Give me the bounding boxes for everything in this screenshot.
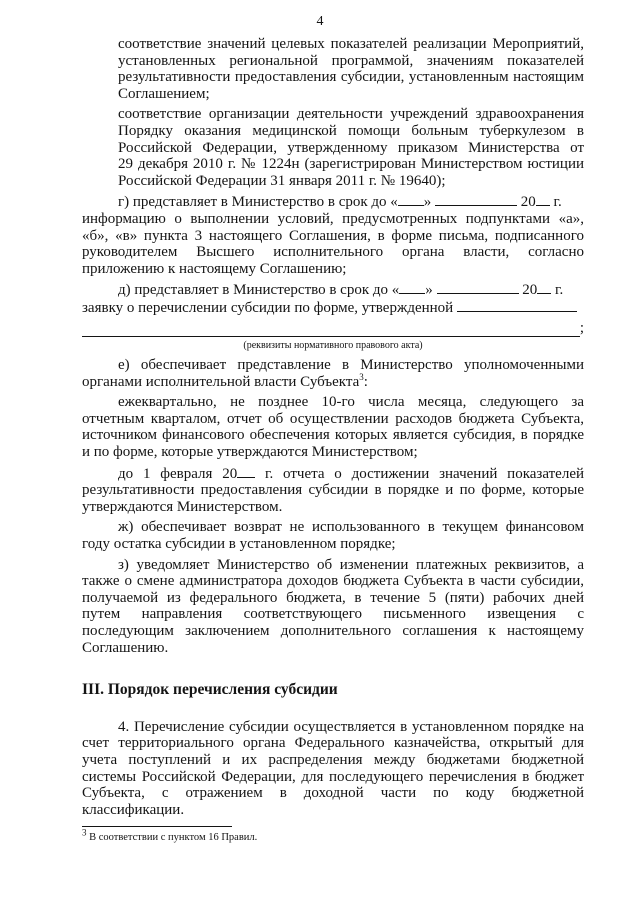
text-line: и по форме, которые утверждаются Министерством; bbox=[82, 444, 418, 461]
text-fragment: 20 bbox=[522, 282, 538, 299]
text-line: соответствие значений целевых показателей реализации Мероприятий, bbox=[118, 36, 584, 52]
text-line bbox=[82, 299, 584, 317]
paragraph-tuberculosis-order bbox=[82, 106, 584, 189]
text-line: отчетным кварталом, отчет об осуществлении расходов бюджета Субъекта, bbox=[82, 410, 584, 427]
text-fragment: : bbox=[363, 373, 368, 390]
blank-field bbox=[536, 193, 550, 206]
blank-field bbox=[537, 281, 551, 294]
text-fragment: г. отчета о достижении значений показателей bbox=[265, 465, 585, 482]
paragraph-targets bbox=[82, 36, 584, 102]
footnote-divider bbox=[82, 826, 232, 827]
text-line bbox=[82, 371, 584, 391]
blank-field bbox=[237, 465, 255, 478]
paragraph-zh bbox=[82, 519, 584, 552]
text-line: Соглашением; bbox=[118, 85, 210, 102]
text-fragment: г. bbox=[553, 194, 562, 211]
text-line: ежеквартально, не позднее 10-го числа месяца, следующего за bbox=[118, 394, 584, 411]
blank-field bbox=[437, 281, 519, 294]
paragraph-4 bbox=[82, 719, 584, 819]
text-line: получаемой из федерального бюджета, в течение 5 (пяти) рабочих дней bbox=[82, 589, 584, 606]
requisites-line bbox=[82, 319, 584, 337]
text-fragment: д) представляет в Министерство в срок до « bbox=[118, 282, 400, 299]
document-body bbox=[82, 36, 584, 822]
paragraph-d bbox=[82, 281, 584, 316]
text-line bbox=[82, 465, 584, 483]
text-line: путем направления соответствующего письменного извещения с bbox=[82, 606, 584, 623]
blank-field bbox=[435, 193, 517, 206]
text-line bbox=[82, 281, 584, 299]
text-line: е) обеспечивает представление в Министерство уполномоченными bbox=[118, 357, 584, 374]
text-fragment: » bbox=[423, 194, 432, 211]
text-fragment: г. bbox=[555, 282, 564, 299]
text-line: Российской Федерации 31 января 2011 г. № 19640); bbox=[118, 172, 446, 189]
text-line: системы Российской Федерации, для последующего перечисления в бюджет bbox=[82, 768, 584, 785]
page-number: 4 bbox=[316, 14, 324, 29]
blank-field bbox=[82, 322, 580, 337]
text-line bbox=[82, 193, 584, 211]
text-line: руководителем Высшего исполнительного органа власти, согласно bbox=[82, 244, 584, 261]
footnote-mark: 3 bbox=[82, 827, 87, 838]
text-line: «б», «в» пункта 3 настоящего Соглашения, в форме письма, подписанного bbox=[82, 227, 584, 244]
text-line: приложению к настоящему Соглашению; bbox=[82, 260, 347, 277]
text-fragment: заявку о перечислении субсидии по форме, утвержденной bbox=[82, 299, 454, 316]
text-line: з) уведомляет Министерство об изменении платежных реквизитов, а bbox=[118, 556, 584, 573]
text-fragment: ; bbox=[579, 319, 584, 336]
text-line: году остатка субсидии в установленном порядке; bbox=[82, 536, 396, 553]
text-fragment: г) представляет в Министерство в срок до « bbox=[118, 194, 398, 211]
text-line: 4. Перечисление субсидии осуществляется в установленном порядке на bbox=[118, 718, 584, 735]
text-line: источником финансового обеспечения которых является субсидия, в порядке bbox=[82, 427, 584, 444]
blank-field bbox=[457, 299, 577, 312]
text-line: последующим заключением дополнительного соглашения к настоящему bbox=[82, 623, 584, 639]
text-line: Российской Федерации, утвержденному приказом Министерства от bbox=[118, 139, 584, 156]
blank-field bbox=[398, 193, 424, 206]
text-fragment: органами исполнительной власти Субъекта bbox=[82, 373, 360, 390]
requisites-caption: (реквизиты нормативного правового акта) bbox=[243, 339, 423, 351]
paragraph-g bbox=[82, 193, 584, 277]
text-line: счет территориального органа Федерального казначейства, открытый для bbox=[82, 735, 584, 752]
footnote bbox=[82, 827, 258, 843]
text-line: результативности предоставления субсидии, установленным настоящим bbox=[118, 69, 584, 86]
blank-field bbox=[399, 281, 425, 294]
footnote-reference: 3 bbox=[359, 371, 364, 382]
text-line: ж) обеспечивает возврат не использованного в текущем финансовом bbox=[118, 519, 584, 536]
text-line: информацию о выполнении условий, предусмотренных подпунктами «а», bbox=[82, 210, 584, 227]
text-line: Порядку оказания медицинской помощи больным туберкулезом в bbox=[118, 122, 584, 139]
text-line: Субъекта, с отражением в доходной части по коду бюджетной bbox=[82, 785, 584, 802]
text-line: установленных региональной программой, значениям показателей bbox=[118, 52, 584, 69]
text-fragment: 20 bbox=[520, 194, 536, 211]
text-line: учета поступлений и их распределения между бюджетами бюджетной bbox=[82, 751, 584, 768]
section-heading: III. Порядок перечисления субсидии bbox=[82, 681, 338, 699]
text-line: утверждаются Министерством. bbox=[82, 498, 283, 515]
text-line: классификации. bbox=[82, 801, 185, 818]
paragraph-quarterly bbox=[82, 394, 584, 460]
text-line: 29 декабря 2010 г. № 1224н (зарегистрирован Министерством юстиции bbox=[118, 156, 584, 173]
footnote-text: В соответствии с пунктом 16 Правил. bbox=[86, 832, 258, 843]
text-line: результативности предоставления субсидии в порядке и по форме, которые bbox=[82, 482, 584, 499]
text-fragment: » bbox=[425, 282, 433, 299]
paragraph-e bbox=[82, 357, 584, 390]
paragraph-z bbox=[82, 557, 584, 657]
text-line: соответствие организации деятельности учреждений здравоохранения bbox=[118, 106, 584, 123]
text-fragment: до 1 февраля 20 bbox=[118, 465, 238, 482]
text-line: Соглашению. bbox=[82, 639, 169, 656]
text-line: также о смене администратора доходов бюджета Субъекта в части субсидии, bbox=[82, 573, 584, 590]
paragraph-february bbox=[82, 465, 584, 516]
